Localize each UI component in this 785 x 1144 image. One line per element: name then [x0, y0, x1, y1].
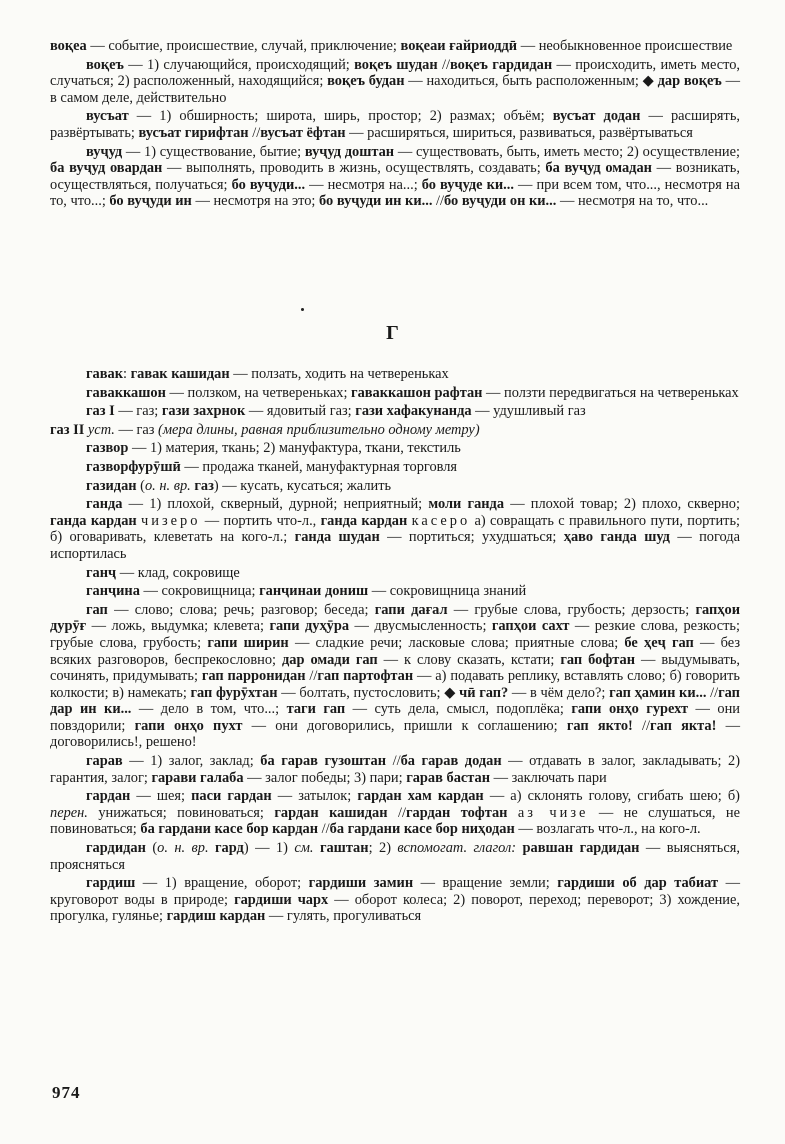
dictionary-entry: газидан (о. н. вр. газ) — кусать, кусаться; жалить — [86, 477, 392, 494]
dictionary-entry: газ II уст. — газ (мера длины, равная приблизительно одному метру) — [50, 421, 480, 438]
page-number: 974 — [52, 1083, 81, 1102]
dictionary-entry: вусъат — 1) обширность; широта, ширь, простор; 2) размах; объём; вусъат додан — расширять, развёртывать; вусъат гирифтан //вусъат ёфтан — расширяться, шириться, развиваться, развёртываться — [50, 108, 740, 141]
dictionary-entry: ганҷина — сокровищница; ганҷинаи дониш — сокровищница знаний — [86, 583, 527, 600]
dictionary-entry: гардидан (о. н. вр. гард) — 1) см. гаштан; 2) вспомогат. глагол: равшан гардидан — выясняться, проясняться — [50, 840, 740, 873]
dictionary-entry: ганҷ — клад, сокровище — [86, 564, 240, 581]
section-letter-heading: Г — [386, 322, 399, 344]
dictionary-entry: гавак: гавак кашидан — ползать, ходить на четвереньках — [86, 366, 449, 382]
dictionary-entry: гап — слово; слова; речь; разговор; беседа; гапи дағал — грубые слова, грубость; дерзость; гапҳои дурӯғ — ложь, выдумка; клевета; гапи дуҳӯра — двусмысленность; гапҳои сахт — резкие слова, резкость; грубые слова, грубость; гапи ширин — сладкие речи; ласковые слова; приятные слова; бе ҳеҷ гап — без всяких разговоров, беспрекословно; дар омади гап — к слову сказать, кстати; гап бофтан — выдумывать, сочинять, придумывать; гап парронидан //гап партофтан — а) подавать реплику, вставлять слово; б) говорить колкости; в) намекать; гап фурӯхтан — болтать, пустословить; ◆ чӣ гап? — в чём дело?; гап ҳамин ки... //гап дар ин ки... — дело в том, что...; таги гап — суть дела, смысл, подоплёка; гапи онҳо гурехт — они повздорили; гапи онҳо пухт — они договорились, пришли к соглашению; гап якто! //гап якта! — договорились!, решено! — [50, 601, 741, 751]
dictionary-entry: гардан — шея; паси гардан — затылок; гардан хам кардан — а) склонять голову, сгибать шею; б) перен. унижаться; повиноваться; гардан кашидан //гардан тофтан аз чизе — не слушаться, не повиноваться; ба гардани касе бор кардан //ба гардани касе бор ниҳодан — возлагать что-л., на кого-л. — [50, 788, 740, 838]
entries-letter-g-section — [50, 366, 740, 927]
dictionary-entry: газворфурӯшӣ — продажа тканей, мануфактурная торговля — [86, 458, 458, 475]
dictionary-entry: газ I — газ; гази захрнок — ядовитый газ; гази хафакунанда — удушливый газ — [86, 403, 586, 420]
dictionary-entry: воқеъ — 1) случающийся, происходящий; воқеъ шудан //воқеъ гардидан — происходить, иметь место, случаться; 2) расположенный, находящийся; воқеъ будан — находиться, быть расположенным; ◆ дар воқеъ — в самом деле, действительно — [50, 56, 740, 106]
dictionary-entry: гаваккашон — ползком, на четвереньках; гаваккашон рафтан — ползти передвигаться на четвереньках — [86, 384, 739, 401]
entries-top-section — [50, 38, 740, 212]
dictionary-entry: гардиш — 1) вращение, оборот; гардиши замин — вращение земли; гардиши об дар табиат — круговорот воды в природе; гардиши чарх — оборот колеса; 2) поворот, переход; переворот; 3) хождение, прогулка, гулянье; гардиш кардан — гулять, прогуливаться — [50, 875, 740, 925]
decorative-dot — [301, 308, 304, 311]
dictionary-entry: вуҷуд — 1) существование, бытие; вуҷуд доштан — существовать, быть, иметь место; 2) осуществление; ба вуҷуд овардан — выполнять, проводить в жизнь, осуществлять, создавать; ба вуҷуд омадан — возникать, осуществляться, получаться; бо вуҷуди... — несмотря на...; бо вуҷуде ки... — при всем том, что..., несмотря на то, что...; бо вуҷуди ин — несмотря на это; бо вуҷуди ин ки... //бо вуҷуди он ки... — несмотря на то, что... — [50, 143, 741, 210]
dictionary-entry: ганда — 1) плохой, скверный, дурной; неприятный; моли ганда — плохой товар; 2) плохо, скверно; ганда кардан чизеро — портить что-л., ганда кардан касеро а) совращать с правильного пути, портить; б) оговаривать, клеветать на кого-л.; ганда шудан — портиться; ухудшаться; ҳаво ганда шуд — погода испортилась — [50, 496, 741, 562]
dictionary-entry: гарав — 1) залог, заклад; ба гарав гузоштан //ба гарав додан — отдавать в залог, закладывать; 2) гарантия, залог; гарави галаба — залог победы; 3) пари; гарав бастан — заключать пари — [50, 753, 740, 786]
dictionary-entry: газвор — 1) материя, ткань; 2) мануфактура, ткани, текстиль — [86, 440, 461, 457]
dictionary-entry: воқеа — событие, происшествие, случай, приключение; воқеаи ғайриоддӣ — необыкновенное происшествие — [50, 38, 733, 54]
